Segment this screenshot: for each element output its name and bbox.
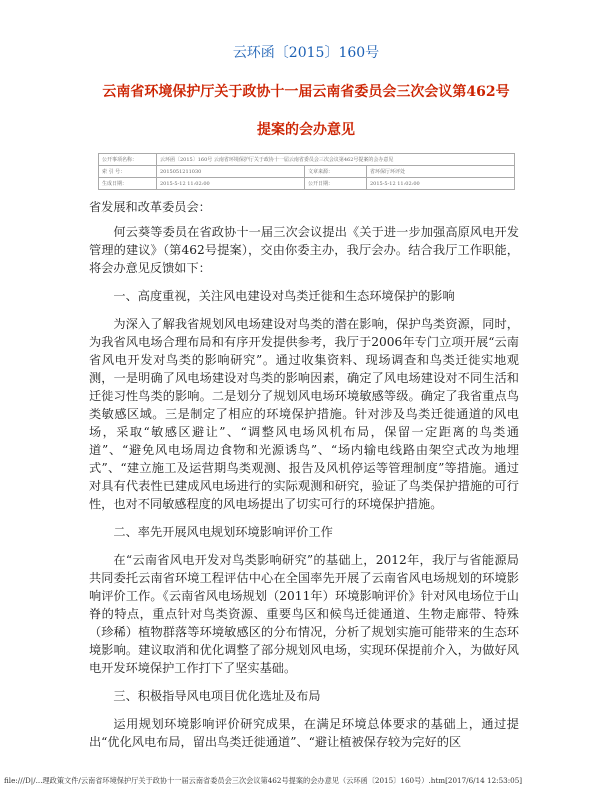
metadata-value: 2015051211030 [157, 166, 305, 178]
metadata-table [98, 153, 515, 190]
salutation: 省发展和改革委员会： [89, 200, 211, 214]
section-heading: 三、积极指导风电项目优化选址及布局 [113, 689, 321, 703]
section-paragraph: 为深入了解我省规划风电场建设对鸟类的潜在影响，保护鸟类资源，同时，为我省风电场合理布局和有序开发提供参考，我厅于2006年专门立项开展“云南省风电开发对鸟类的影响研究”。通过收集资料、现场调查和鸟类迁徙实地观测，一是明确了风电场建设对鸟类的影响因素，确定了风电场建设对不同生活和迁徙习性鸟类的影响。二是划分了规划风电场环境敏感等级。确定了我省重点鸟类敏感区域。三是制定了相应的环境保护措施。针对涉及鸟类迁徙通道的风电场，采取“敏感区避让”、“调整风电场风机布局，保留一定距离的鸟类通道”、“避免风电场周边食物和光源诱鸟”、“场内输电线路由架空式改为地埋式”、“建立施工及运营期鸟类观测、报告及风机停运等管理制度”等措施。通过对具有代表性已建成风电场进行的实际观测和研究，验证了鸟类保护措施的可行性，也对不同敏感程度的风电场提出了切实可行的环境保护措施。 [89, 317, 519, 511]
metadata-row-dates [99, 178, 515, 190]
metadata-label: 索 引 号： [99, 166, 157, 178]
metadata-label: 文章来源： [305, 166, 367, 178]
metadata-value: 云环函〔2015〕160号 云南省环境保护厅关于政协十一届云南省委员会三次会议第462号提案的会办意见 [157, 154, 515, 166]
metadata-label: 生成日期： [99, 178, 157, 190]
metadata-value: 2015-5-12 11:02:00 [157, 178, 305, 190]
section-heading: 一、高度重视，关注风电建设对鸟类迁徙和生态环境保护的影响 [113, 289, 455, 303]
page-footer-path: file:///D|/...理政策文件/云南省环境保护厅关于政协十一届云南省委员会三次会议第462号提案的会办意见（云环函〔2015〕160号）.htm[2017/6/14 12:53:05] [4, 776, 523, 785]
metadata-row-index [99, 166, 515, 178]
metadata-value: 省环保厅环评处 [367, 166, 515, 178]
section-paragraph: 在“云南省风电开发对鸟类影响研究”的基础上，2012年，我厅与省能源局共同委托云南省环境工程评估中心在全国率先开展了云南省风电场规划的环境影响评价工作。《云南省风电场规划（2011年）环境影响评价》针对风电场位于山脊的特点，重点针对鸟类资源、重要鸟区和候鸟迁徙通道、生物走廊带、特殊（珍稀）植物群落等环境敏感区的分布情况，分析了规划实施可能带来的生态环境影响。建议取消和优化调整了部分规划风电场，实现环保提前介入，为做好风电开发环境保护工作打下了坚实基础。 [89, 553, 519, 675]
document-number: 云环函〔2015〕160号 [232, 45, 380, 61]
metadata-value: 2015-5-12 11:02:00 [367, 178, 515, 190]
page-title-line-1: 云南省环境保护厅关于政协十一届云南省委员会三次会议第462号 [102, 84, 510, 100]
metadata-label: 公开日期： [305, 178, 367, 190]
metadata-row-title [99, 154, 515, 166]
document-body [89, 198, 519, 751]
section-paragraph: 运用规划环境影响评价研究成果，在满足环境总体要求的基础上，通过提出“优化风电布局，留出鸟类迁徙通道”、“避让植被保存较为完好的区 [89, 717, 519, 749]
metadata-label: 公开事项名称： [99, 154, 157, 166]
intro-paragraph: 何云葵等委员在省政协十一届三次会议提出《关于进一步加强高原风电开发管理的建议》（第462号提案），交由你委主办，我厅会办。结合我厅工作职能，将会办意见反馈如下： [89, 225, 519, 275]
page-title-line-2: 提案的会办意见 [257, 122, 355, 138]
section-heading: 二、率先开展风电规划环境影响评价工作 [113, 525, 333, 539]
